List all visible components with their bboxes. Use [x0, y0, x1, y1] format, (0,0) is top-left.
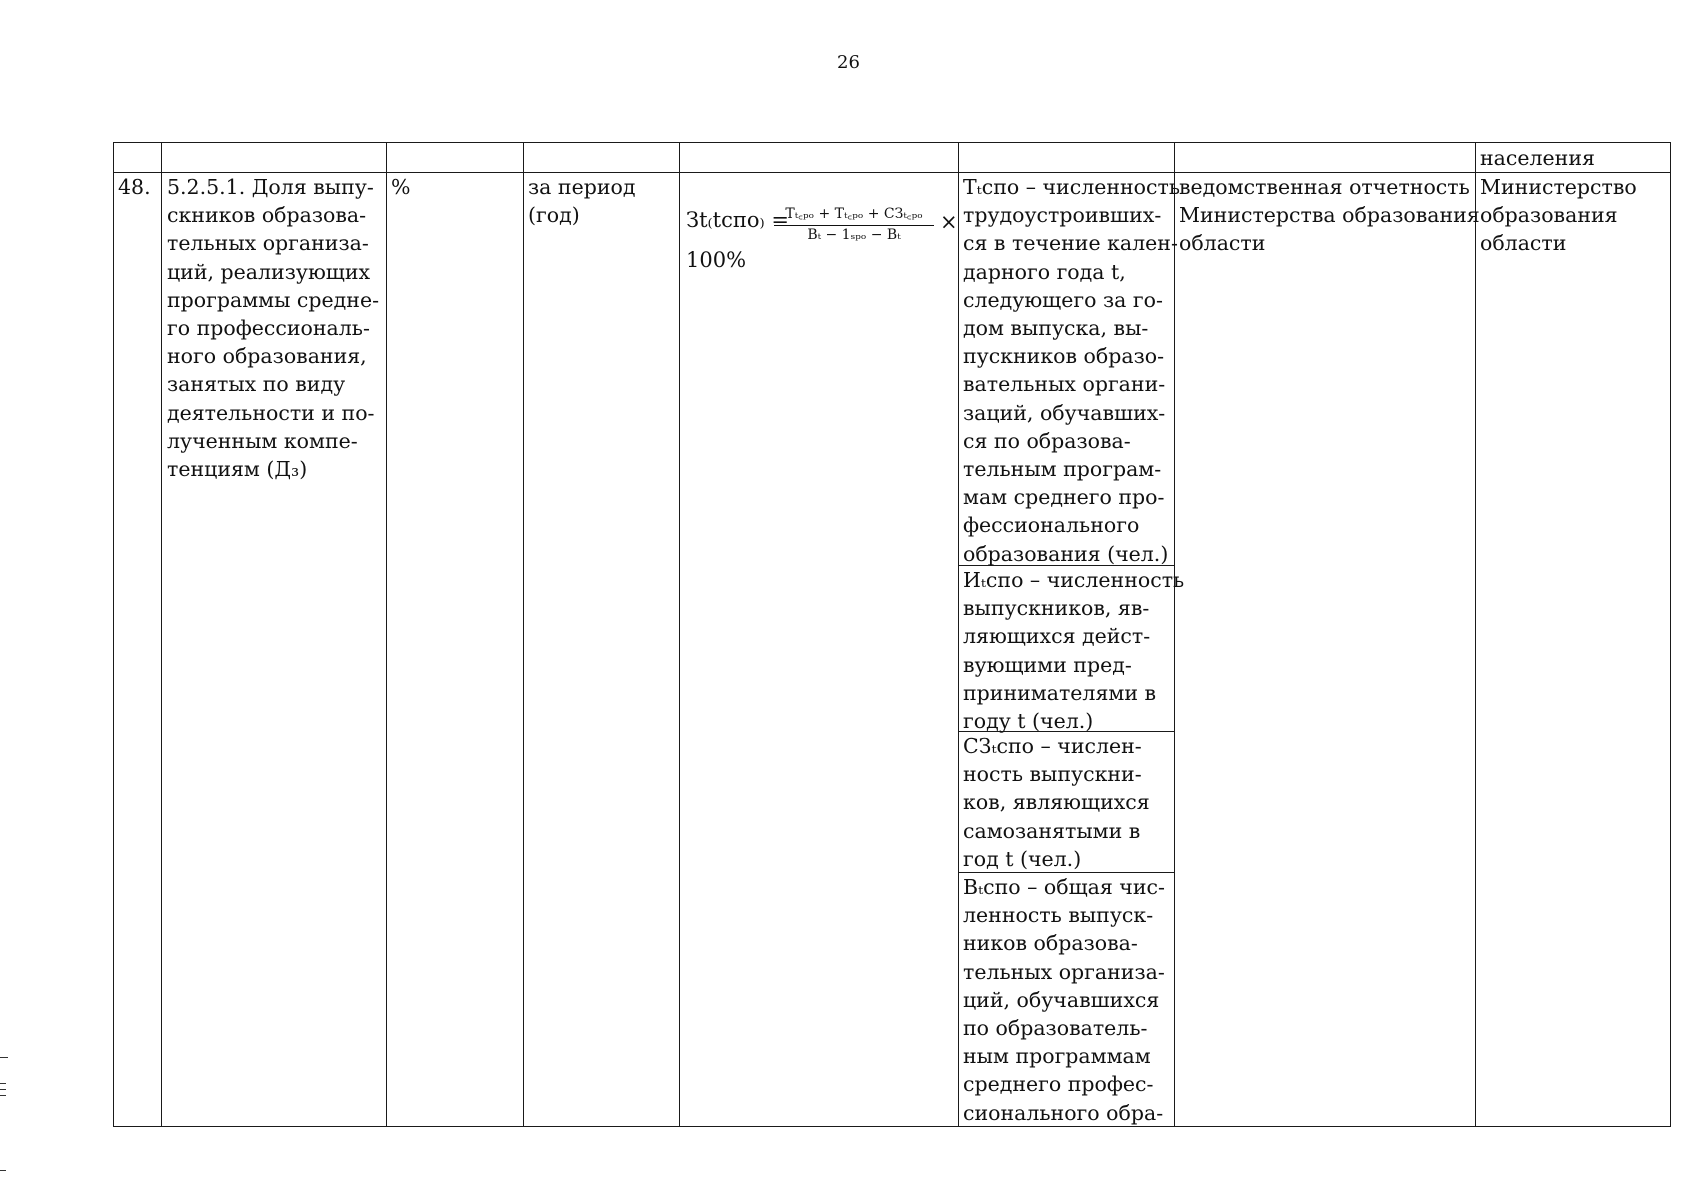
formula-lhs: Зt₍tспо₎ = [686, 208, 789, 232]
margin-mark [0, 1089, 6, 1090]
variable-definition: Иₜспо – численность выпускников, яв- ляющихся дейст- вующими пред- принимателями в году t (чел.) [963, 568, 1185, 734]
col-border-7 [1475, 142, 1476, 1127]
margin-mark [0, 1095, 6, 1096]
calculation-formula [686, 204, 956, 284]
formula-fraction [774, 204, 934, 243]
margin-mark [0, 1057, 8, 1058]
header-cell-col8: населения [1480, 146, 1595, 170]
table-top-border [113, 142, 1670, 143]
col-border-8 [1670, 142, 1671, 1127]
formula-denominator: Вₜ − 1ₛₚₒ − Вₜ [807, 227, 901, 243]
formula-times: × [940, 210, 958, 234]
col-border-2 [386, 142, 387, 1127]
margin-mark [0, 1083, 6, 1084]
col-border-0 [113, 142, 114, 1127]
variable-definition: Тₜспо – численность трудоустроивших- ся в течение кален- дарного года t, следующего за го- дом выпуска, вы- пускников образо- вательных органи- заций, обучавших- ся по образова- тельным програм- мам среднего про- фессионального образования (чел.) [963, 175, 1181, 566]
page-number: 26 [837, 52, 860, 73]
variable-definition: СЗₜспо – числен- ность выпускни- ков, являющихся самозанятыми в год t (чел.) [963, 734, 1150, 871]
unit-of-measure: % [391, 175, 411, 199]
period: за период (год) [528, 175, 636, 228]
col-border-1 [161, 142, 162, 1127]
table-bottom-border [113, 1126, 1670, 1127]
row-number: 48. [118, 175, 151, 199]
indicator-name: 5.2.5.1. Доля выпу- скников образова- тельных организа- ций, реализующих программы средне- го профессиональ- ного образования, занятых по виду деятельности и по- лученным компе- тенциям (Д₃) [167, 175, 380, 482]
variable-definition: Вₜспо – общая чис- ленность выпуск- ников образова- тельных организа- ций, обучавшихся по образователь- ным программам среднего профес- сионального обра- [963, 875, 1165, 1125]
data-source: ведомственная отчетность Министерства образования области [1179, 175, 1480, 256]
formula-percent: 100% [686, 248, 747, 272]
formula-numerator: Тₜ꜀ₚₒ + Тₜ꜀ₚₒ + СЗₜ꜀ₚₒ [774, 204, 934, 226]
col-border-3 [523, 142, 524, 1127]
col-border-4 [679, 142, 680, 1127]
responsible-body: Министерство образования области [1480, 175, 1637, 256]
margin-mark [0, 1170, 6, 1171]
col-border-5 [958, 142, 959, 1127]
